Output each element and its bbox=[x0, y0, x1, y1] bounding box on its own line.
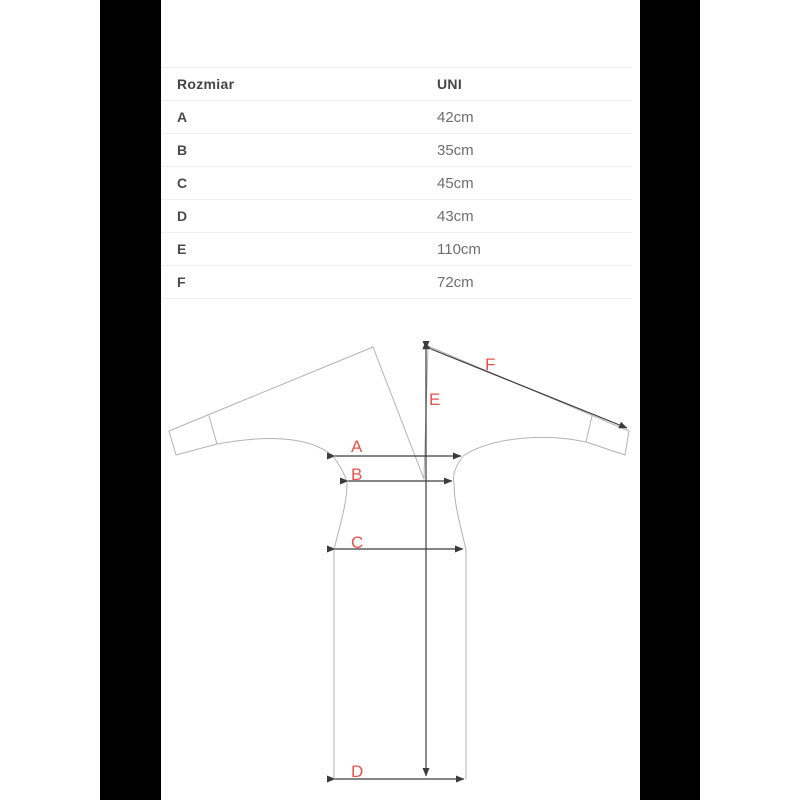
row-value: 110cm bbox=[437, 240, 481, 258]
row-value: 45cm bbox=[437, 174, 474, 192]
row-label: B bbox=[177, 142, 188, 158]
row-value: 72cm bbox=[437, 273, 474, 291]
dimension-label-a: A bbox=[351, 437, 363, 456]
left-black-panel bbox=[100, 0, 161, 800]
row-label: A bbox=[177, 109, 188, 125]
dimension-label-f: F bbox=[485, 355, 496, 374]
table-row bbox=[161, 233, 632, 266]
garment-neckline bbox=[373, 346, 428, 479]
dimension-line-f bbox=[431, 349, 627, 428]
dimension-label-c: C bbox=[351, 533, 364, 552]
table-row bbox=[161, 266, 632, 299]
row-value: 42cm bbox=[437, 108, 474, 126]
right-black-panel bbox=[640, 0, 700, 800]
table-row bbox=[161, 167, 632, 200]
row-label: F bbox=[177, 274, 186, 290]
row-value: 43cm bbox=[437, 207, 474, 225]
garment-right-side bbox=[428, 346, 629, 779]
dimension-label-b: B bbox=[351, 465, 363, 484]
garment-left-cuff-seam bbox=[209, 416, 217, 444]
garment-left-side bbox=[169, 347, 373, 779]
dimension-label-e: E bbox=[429, 390, 441, 409]
size-table bbox=[161, 67, 632, 299]
row-label: D bbox=[177, 208, 188, 224]
row-label: E bbox=[177, 241, 187, 257]
row-value: 35cm bbox=[437, 141, 474, 159]
table-row bbox=[161, 134, 632, 167]
garment-right-cuff-seam bbox=[586, 416, 592, 442]
row-label: C bbox=[177, 175, 188, 191]
table-row bbox=[161, 200, 632, 233]
table-row bbox=[161, 101, 632, 134]
size-table-header-uni: UNI bbox=[437, 76, 463, 92]
size-table-header bbox=[161, 67, 632, 101]
size-table-header-rozmiar: Rozmiar bbox=[177, 76, 235, 92]
dimension-label-d: D bbox=[351, 762, 364, 781]
